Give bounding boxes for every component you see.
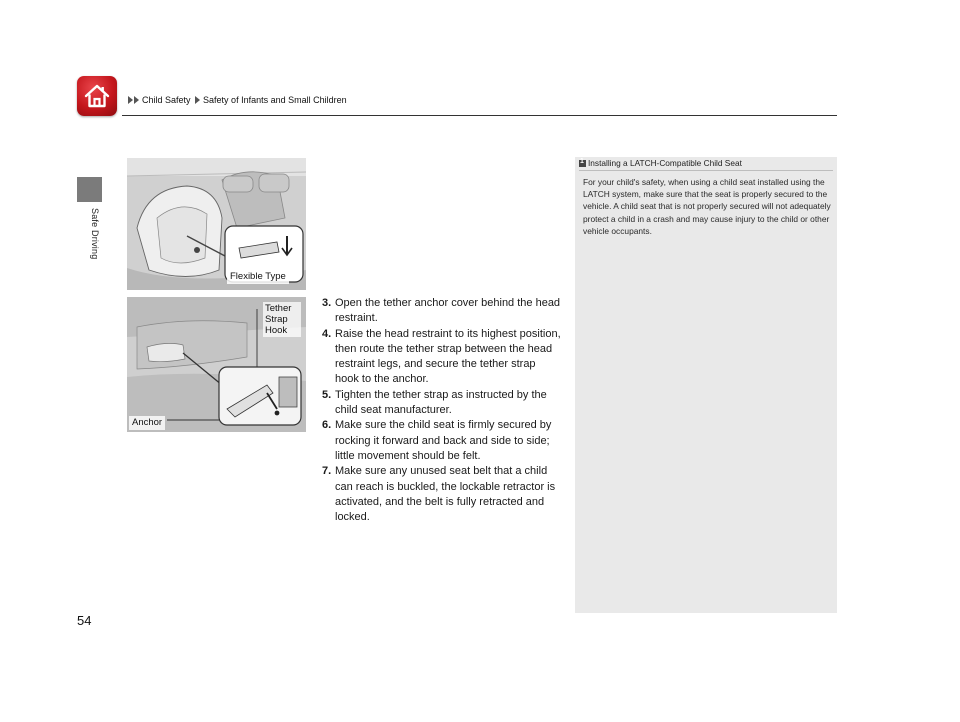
breadcrumb [128, 95, 347, 105]
figure-tether-anchor [127, 297, 306, 432]
step-number: 3. [322, 297, 332, 309]
triangle-right-icon [195, 96, 200, 104]
side-note-panel [575, 157, 837, 613]
side-note-title [579, 158, 742, 168]
step-number: 5. [322, 388, 332, 401]
step-item [322, 296, 562, 327]
step-item [322, 327, 562, 388]
step-number: 4. [322, 327, 332, 340]
section-tab-marker [77, 177, 102, 202]
header-divider [122, 115, 837, 116]
step-item [322, 388, 562, 419]
step-text: Raise the head restraint to its highest position, then route the tether strap between the head restraint legs, and secure the tether strap hook to the anchor. [335, 327, 561, 386]
figure-label-flexible-type: Flexible Type [227, 270, 289, 284]
figure-child-seat-flexible [127, 158, 306, 290]
home-icon [83, 82, 111, 110]
triangle-right-icon [134, 96, 139, 104]
section-tab-label: Safe Driving [90, 208, 100, 260]
step-text: Tighten the tether strap as instructed by the child seat manufacturer. [335, 388, 547, 417]
step-text: Make sure the child seat is firmly secured by rocking it forward and back and side to side; little movement should be felt. [335, 419, 552, 462]
step-text: Make sure any unused seat belt that a child can reach is buckled, the lockable retractor is activated, and the belt is fully retracted and locked. [335, 465, 556, 524]
home-button[interactable] [77, 76, 117, 116]
step-item [322, 418, 562, 464]
page-number: 54 [77, 613, 92, 628]
triangle-right-icon [128, 96, 133, 104]
breadcrumb-item-child-safety[interactable]: Child Safety [142, 95, 191, 105]
breadcrumb-item-current: Safety of Infants and Small Children [203, 95, 347, 105]
instruction-steps [322, 296, 562, 525]
note-marker-icon [579, 160, 586, 167]
step-number: 7. [322, 465, 332, 478]
step-number: 6. [322, 419, 332, 432]
step-text: Open the tether anchor cover behind the head restraint. [335, 297, 561, 325]
figure-label-anchor: Anchor [129, 416, 165, 430]
figure-label-tether-strap-hook: Tether Strap Hook [263, 302, 301, 337]
step-item [322, 464, 562, 525]
side-note-divider [579, 170, 833, 171]
side-note-title-text: Installing a LATCH-Compatible Child Seat [588, 158, 742, 168]
side-note-body: For your child's safety, when using a child seat installed using the LATCH system, make sure that the seat is properly secured to the vehicle. A child seat that is not properly secured will not adequately protect a child in a crash and may cause injury to the child or other vehicle occupants. [583, 177, 831, 236]
